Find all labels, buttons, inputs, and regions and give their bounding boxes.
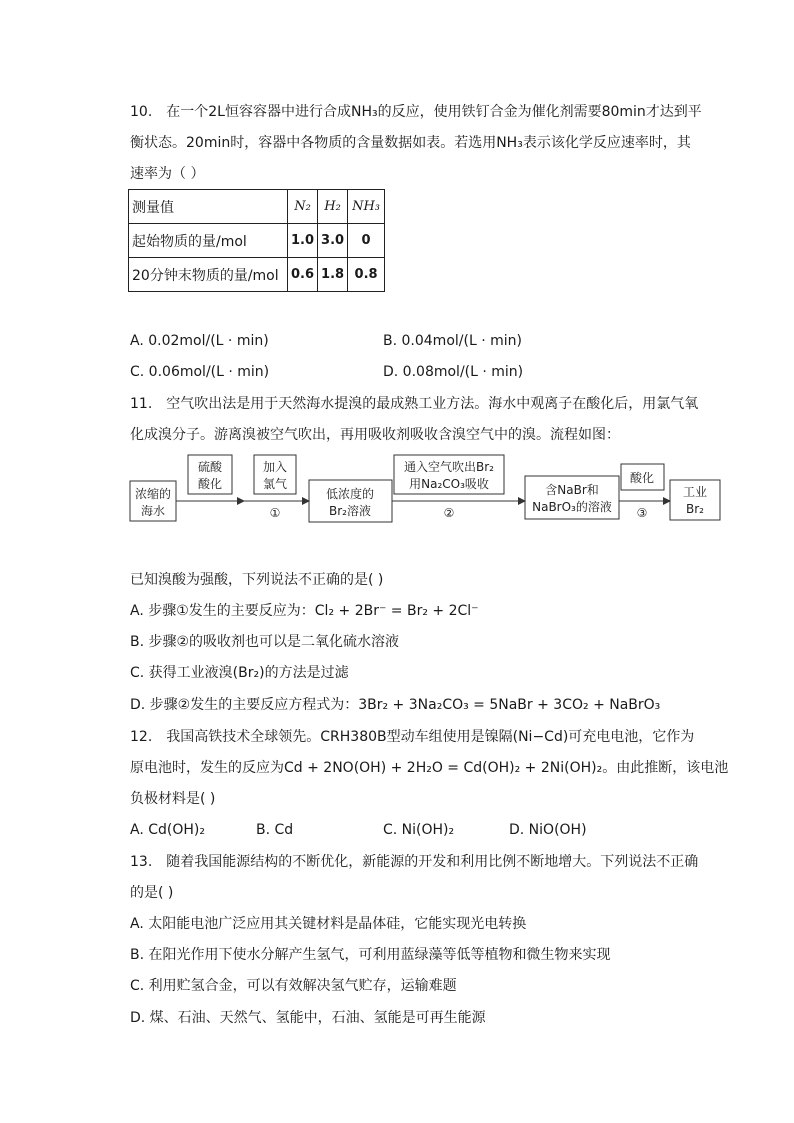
q11-option-a[interactable]: A. 步骤①发生的主要反应为：Cl₂ + 2Br⁻ = Br₂ + 2Cl⁻: [130, 603, 479, 619]
q10-data-table: [128, 189, 385, 292]
table-row: [129, 224, 385, 258]
table-header-cell: 测量值: [129, 190, 288, 224]
table-cell: 1.0: [288, 224, 318, 258]
q11-flow-diagram: [128, 452, 728, 526]
q10-option-a[interactable]: A. 0.02mol/(L · min): [130, 333, 269, 349]
flow-text: 海水: [140, 504, 166, 518]
q13-option-b[interactable]: B. 在阳光作用下使水分解产生氢气，可利用蓝绿藻等低等植物和微生物来实现: [130, 947, 611, 963]
flow-text: 氯气: [262, 477, 288, 491]
q12-stem-line-2: 原电池时，发生的反应为Cd + 2NO(OH) + 2H₂O = Cd(OH)₂ + 2Ni(OH)₂。由此推断，该电池: [130, 760, 729, 776]
flow-text: 浓缩的: [134, 487, 172, 501]
q10-stem-line-1: 10. 在一个2L恒容容器中进行合成NH₃的反应，使用铁钉合金为催化剂需要80min才达到平: [130, 104, 702, 120]
q12-option-b[interactable]: B. Cd: [256, 822, 294, 838]
flow-text: 低浓度的: [325, 487, 375, 501]
q11-option-b[interactable]: B. 步骤②的吸收剂也可以是二氧化硫水溶液: [130, 634, 400, 650]
q11-note: 已知溴酸为强酸，下列说法不正确的是( ): [130, 572, 384, 588]
table-cell: 1.8: [318, 258, 348, 292]
table-cell: 0.6: [288, 258, 318, 292]
table-cell: 20分钟末物质的量/mol: [129, 258, 288, 292]
q13-stem-line-2: 的是( ): [130, 885, 174, 901]
flow-text: ③: [636, 506, 648, 520]
q12-option-d[interactable]: D. NiO(OH): [509, 822, 587, 838]
q12-stem-line-3: 负极材料是( ): [130, 791, 216, 807]
table-cell: 0: [348, 224, 385, 258]
q12-option-a[interactable]: A. Cd(OH)₂: [130, 822, 205, 838]
flow-text: 酸化: [629, 471, 655, 485]
q13-option-c[interactable]: C. 利用贮氢合金，可以有效解决氢气贮存，运输难题: [130, 978, 457, 994]
flow-text: Br₂溶液: [329, 504, 371, 518]
flow-text: 用Na₂CO₃吸收: [409, 477, 489, 491]
flow-text: 酸化: [197, 477, 223, 491]
flow-text: ①: [269, 506, 281, 520]
table-header-cell: NH₃: [348, 190, 385, 224]
q10-option-c[interactable]: C. 0.06mol/(L · min): [130, 364, 270, 380]
q11-stem-line-1: 11. 空气吹出法是用于天然海水提溴的最成熟工业方法。海水中观离子在酸化后，用氯气氧: [130, 396, 699, 412]
q12-option-c[interactable]: C. Ni(OH)₂: [383, 822, 455, 838]
table-header-row: [129, 190, 385, 224]
q10-stem-line-3: 速率为（ ）: [130, 166, 205, 182]
flow-text: 加入: [262, 460, 288, 474]
table-row: [129, 258, 385, 292]
flow-text: NaBrO₃的溶液: [532, 500, 612, 514]
table-header-cell: N₂: [288, 190, 318, 224]
q12-stem-line-1: 12. 我国高铁技术全球领先。CRH380B型动车组使用是镍隔(Ni−Cd)可充电电池，它作为: [130, 729, 695, 745]
flow-text: 硫酸: [197, 460, 223, 474]
q13-option-d[interactable]: D. 煤、石油、天然气、氢能中，石油、氢能是可再生能源: [130, 1010, 486, 1026]
q11-option-c[interactable]: C. 获得工业液溴(Br₂)的方法是过滤: [130, 665, 349, 681]
table-cell: 0.8: [348, 258, 385, 292]
q13-option-a[interactable]: A. 太阳能电池广泛应用其关键材料是晶体硅，它能实现光电转换: [130, 916, 527, 932]
q13-stem-line-1: 13. 随着我国能源结构的不断优化，新能源的开发和利用比例不断地增大。下列说法不正确: [130, 854, 699, 870]
q10-option-b[interactable]: B. 0.04mol/(L · min): [383, 333, 522, 349]
flow-text: ②: [443, 506, 455, 520]
flow-text: Br₂: [686, 502, 704, 516]
q11-option-d[interactable]: D. 步骤②发生的主要反应方程式为：3Br₂ + 3Na₂CO₃ = 5NaBr + 3CO₂ + NaBrO₃: [130, 697, 661, 713]
table-cell: 起始物质的量/mol: [129, 224, 288, 258]
table-header-cell: H₂: [318, 190, 348, 224]
q10-option-d[interactable]: D. 0.08mol/(L · min): [383, 364, 524, 380]
q10-stem-line-2: 衡状态。20min时，容器中各物质的含量数据如表。若选用NH₃表示该化学反应速率时，其: [130, 135, 691, 151]
table-cell: 3.0: [318, 224, 348, 258]
flow-text: 工业: [682, 485, 708, 499]
q11-stem-line-2: 化成溴分子。游离溴被空气吹出，再用吸收剂吸收含溴空气中的溴。流程如图：: [130, 427, 620, 443]
flow-text: 含NaBr和: [545, 483, 599, 497]
flow-text: 通入空气吹出Br₂: [404, 460, 494, 474]
